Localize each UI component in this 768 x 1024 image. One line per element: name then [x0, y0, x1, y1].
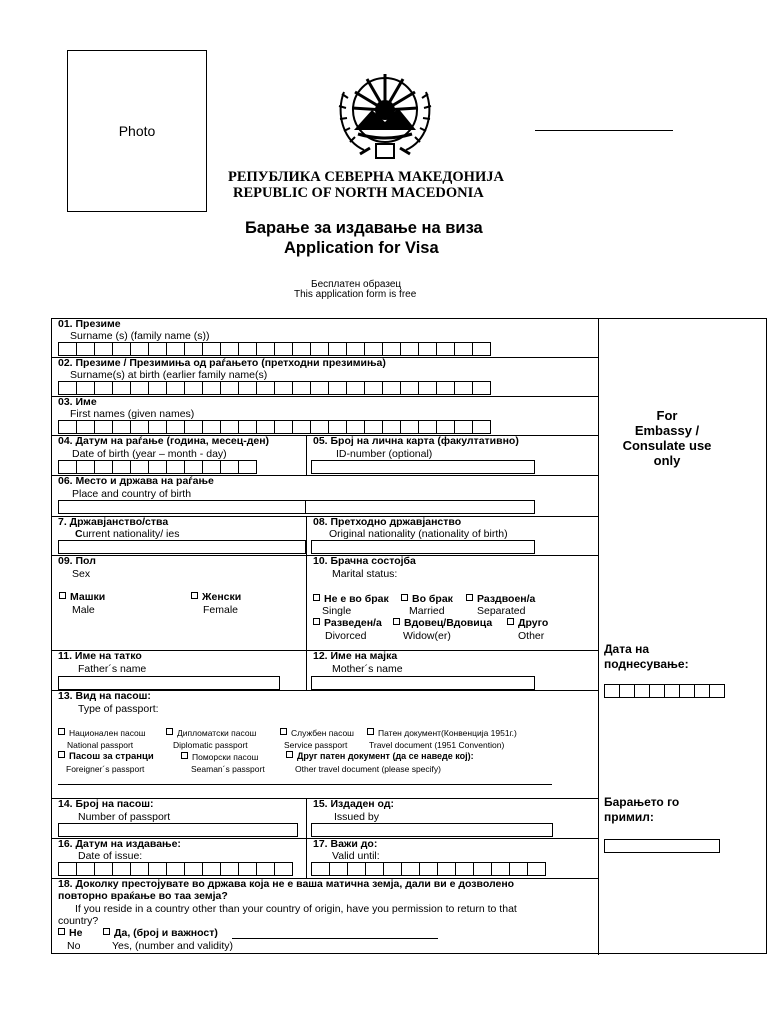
field-10-sublabel: Marital status: [332, 568, 398, 580]
received-by-label: Барањето го примил: [604, 795, 680, 824]
sex-female-en: Female [203, 604, 239, 616]
country-name-en: REPUBLIC OF NORTH MACEDONIA [233, 185, 484, 201]
field-15-label: 15. Издаден од: [313, 798, 394, 810]
passport-travel-doc-en: Travel document (1951 Convention) [369, 740, 505, 750]
field-04-sublabel: Date of birth (year – month - day) [72, 448, 227, 460]
sex-male-checkbox[interactable]: Машки [59, 591, 105, 603]
marital-other-checkbox[interactable]: Друго [507, 617, 548, 629]
surname-at-birth-input[interactable] [58, 381, 490, 395]
original-nationality-input[interactable] [311, 540, 535, 554]
passport-diplomatic-checkbox[interactable]: Дипломатски пасош [166, 728, 256, 738]
checkbox-icon [58, 751, 65, 758]
checkbox-icon [507, 618, 514, 625]
field-18-sublabel-line2: country? [58, 915, 99, 927]
field-03-label: 03. Име [58, 396, 97, 408]
field-05-label: 05. Број на лична карта (факултативно) [313, 435, 519, 447]
passport-other-checkbox[interactable]: Друг патен документ (да се наведе кој): [286, 751, 474, 761]
passport-national-checkbox[interactable]: Национален пасош [58, 728, 146, 738]
passport-seaman-checkbox[interactable]: Поморски пасош [181, 752, 258, 762]
marital-widow-en: Widow(er) [403, 630, 451, 642]
photo-label: Photo [118, 123, 156, 139]
date-of-birth-input[interactable] [58, 460, 256, 474]
checkbox-icon [286, 751, 293, 758]
checkbox-icon [191, 592, 198, 599]
marital-separated-checkbox[interactable]: Раздвоен/а [466, 593, 535, 605]
passport-foreigner-checkbox[interactable]: Пасош за странци [58, 751, 154, 762]
field-02-sublabel: Surname(s) at birth (earlier family name(s) [70, 369, 268, 381]
field-12-sublabel: Mother´s name [332, 663, 403, 675]
return-no-en: No [67, 940, 81, 952]
issued-by-input[interactable] [311, 823, 553, 837]
passport-seaman-en: Seaman´s passport [191, 764, 265, 774]
checkbox-icon [103, 928, 110, 935]
passport-service-en: Service passport [284, 740, 348, 750]
field-15-sublabel: Issued by [334, 811, 379, 823]
field-05-sublabel: ID-number (optional) [336, 448, 433, 460]
checkbox-icon [313, 594, 320, 601]
checkbox-icon [181, 752, 188, 759]
marital-divorced-en: Divorced [325, 630, 367, 642]
field-07-label: 7. Државјанство/ства [58, 516, 169, 528]
passport-other-en: Other travel document (please specify) [295, 764, 441, 774]
marital-married-checkbox[interactable]: Во брак [401, 593, 453, 605]
field-12-label: 12. Име на мајка [313, 650, 398, 662]
field-01-label: 01. Презиме [58, 318, 121, 330]
return-yes-en: Yes, (number and validity) [112, 940, 234, 952]
current-nationality-input[interactable] [58, 540, 306, 554]
submission-date-input[interactable] [604, 684, 724, 698]
checkbox-icon [59, 592, 66, 599]
field-16-label: 16. Датум на издавање: [58, 838, 181, 850]
checkbox-icon [393, 618, 400, 625]
passport-foreigner-en: Foreigner´s passport [66, 764, 145, 774]
marital-other-en: Other [518, 630, 545, 642]
field-18-label-line1: 18. Доколку престојувате во држава која не е ваша матична земја, дали ви е дозволено [58, 878, 515, 890]
free-form-en: This application form is free [294, 289, 417, 300]
return-permission-yes-checkbox[interactable]: Да, (број и важност) [103, 927, 218, 939]
field-11-label: 11. Име на татко [58, 650, 142, 662]
surname-input[interactable] [58, 342, 490, 356]
field-14-sublabel: Number of passport [78, 811, 171, 823]
mothers-name-input[interactable] [311, 676, 535, 690]
field-06-label: 06. Место и држава на раѓање [58, 475, 214, 487]
return-validity-line[interactable] [232, 938, 438, 939]
sex-male-en: Male [72, 604, 95, 616]
coat-of-arms-icon [330, 52, 440, 162]
submission-date-label: Дата на поднесување: [604, 642, 689, 671]
checkbox-icon [466, 594, 473, 601]
checkbox-icon [401, 594, 408, 601]
received-by-input[interactable] [604, 839, 720, 853]
passport-national-en: National passport [67, 740, 134, 750]
date-of-issue-input[interactable] [58, 862, 292, 876]
field-03-sublabel: First names (given names) [70, 408, 195, 420]
field-10-label: 10. Брачна состојба [313, 555, 416, 567]
id-number-input[interactable] [311, 460, 535, 474]
checkbox-icon [166, 728, 173, 735]
title-mk: Барање за издавање на виза [245, 219, 483, 237]
field-09-label: 09. Пол [58, 555, 96, 567]
field-04-label: 04. Датум на раѓање (година, месец-ден) [58, 435, 270, 447]
field-08-label: 08. Претходно државјанство [313, 516, 462, 528]
country-name-mk: РЕПУБЛИКА СЕВЕРНА МАКЕДОНИЈА [228, 169, 504, 185]
passport-other-specify-line[interactable] [58, 784, 552, 785]
first-names-input[interactable] [58, 420, 490, 434]
passport-diplomatic-en: Diplomatic passport [173, 740, 248, 750]
sex-female-checkbox[interactable]: Женски [191, 591, 241, 603]
embassy-use-heading: For Embassy / Consulate use only [622, 408, 712, 468]
passport-number-input[interactable] [58, 823, 298, 837]
field-18-label-line2: повторно враќање во таа земја? [58, 890, 228, 902]
field-01-sublabel: Surname (s) (family name (s)) [70, 330, 210, 342]
field-08-sublabel: Original nationality (nationality of birth) [329, 528, 508, 540]
free-form-mk: Бесплатен образец [311, 279, 402, 290]
place-of-birth-input[interactable] [58, 500, 535, 514]
field-16-sublabel: Date of issue: [78, 850, 143, 862]
checkbox-icon [280, 728, 287, 735]
checkbox-icon [58, 928, 65, 935]
marital-separated-en: Separated [477, 605, 526, 617]
valid-until-input[interactable] [311, 862, 545, 876]
marital-single-en: Single [322, 605, 352, 617]
field-13-label: 13. Вид на пасош: [58, 690, 151, 702]
field-17-label: 17. Важи до: [313, 838, 378, 850]
marital-single-checkbox[interactable]: Не е во брак [313, 593, 389, 605]
photo-box [67, 50, 207, 212]
field-18-sublabel-line1: If you reside in a country other than your country of origin, have you permission to return to that [75, 903, 517, 915]
passport-service-checkbox[interactable]: Службен пасош [280, 728, 354, 738]
marital-divorced-checkbox[interactable]: Разведен/а [313, 617, 382, 629]
return-permission-no-checkbox[interactable]: Не [58, 927, 82, 939]
field-13-sublabel: Type of passport: [78, 703, 159, 715]
checkbox-icon [367, 728, 374, 735]
field-07-sublabel: Current nationality/ ies [75, 528, 180, 540]
field-06-sublabel: Place and country of birth [72, 488, 192, 500]
field-09-sublabel: Sex [72, 568, 91, 580]
marital-widow-checkbox[interactable]: Вдовец/Вдовица [393, 617, 492, 629]
passport-travel-doc-checkbox[interactable]: Патен документ(Конвенција 1951г.) [367, 728, 517, 738]
field-17-sublabel: Valid until: [332, 850, 380, 862]
signature-line [535, 130, 673, 131]
field-14-label: 14. Број на пасош: [58, 798, 154, 810]
marital-married-en: Married [409, 605, 445, 617]
field-02-label: 02. Презиме / Презимиња од раѓањето (претходни презимиња) [58, 357, 386, 369]
checkbox-icon [58, 728, 65, 735]
fathers-name-input[interactable] [58, 676, 280, 690]
checkbox-icon [313, 618, 320, 625]
field-11-sublabel: Father´s name [78, 663, 147, 675]
title-en: Application for Visa [284, 239, 439, 257]
